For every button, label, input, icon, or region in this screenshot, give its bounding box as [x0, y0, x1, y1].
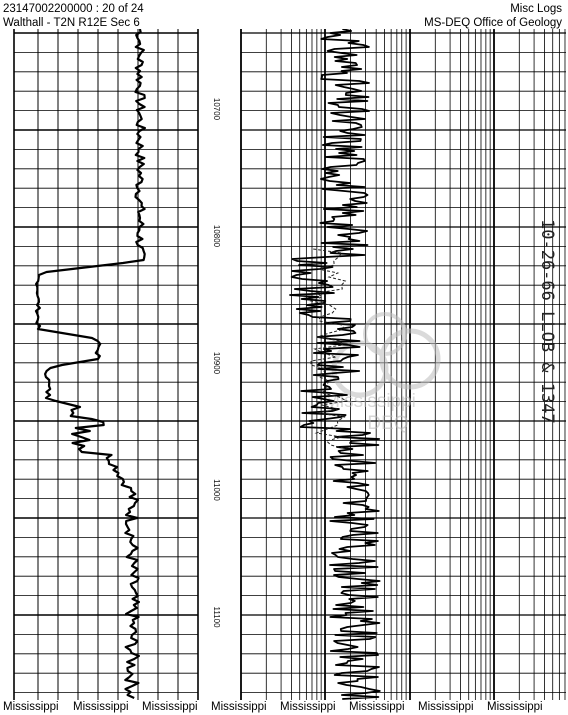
watermark-line2: DEQ — [367, 413, 409, 434]
depth-label: 10800 — [212, 224, 221, 248]
well-log-scan — [0, 29, 568, 700]
footer-watermark-word: Mississippi — [211, 701, 267, 713]
footer-watermark-word: Mississippi — [349, 701, 405, 713]
depth-label: 10700 — [212, 97, 221, 121]
depth-label: 10900 — [212, 351, 221, 375]
depth-label: 11100 — [212, 606, 221, 628]
watermark-line1: Mississippi — [324, 391, 416, 412]
footer-watermark-word: Mississippi — [3, 701, 59, 713]
footer-watermark-word: Mississippi — [280, 701, 336, 713]
side-annotation — [537, 219, 557, 424]
footer-watermark-word: Mississippi — [142, 701, 198, 713]
depth-label: 11000 — [212, 479, 221, 501]
footer-watermark-word: Mississippi — [487, 701, 543, 713]
svg-text:10-26-66 LLOB & 1347: 10-26-66 LLOB & 1347 — [537, 219, 557, 424]
footer-watermark-word: Mississippi — [73, 701, 129, 713]
log-type: Misc Logs — [510, 3, 562, 15]
footer-watermark-row — [0, 700, 568, 715]
office-name: MS-DEQ Office of Geology — [424, 17, 562, 29]
footer-watermark-word: Mississippi — [418, 701, 474, 713]
well-location: Walthall - T2N R12E Sec 6 — [3, 17, 140, 29]
document-id-page: 23147002200000 : 20 of 24 — [3, 3, 144, 15]
